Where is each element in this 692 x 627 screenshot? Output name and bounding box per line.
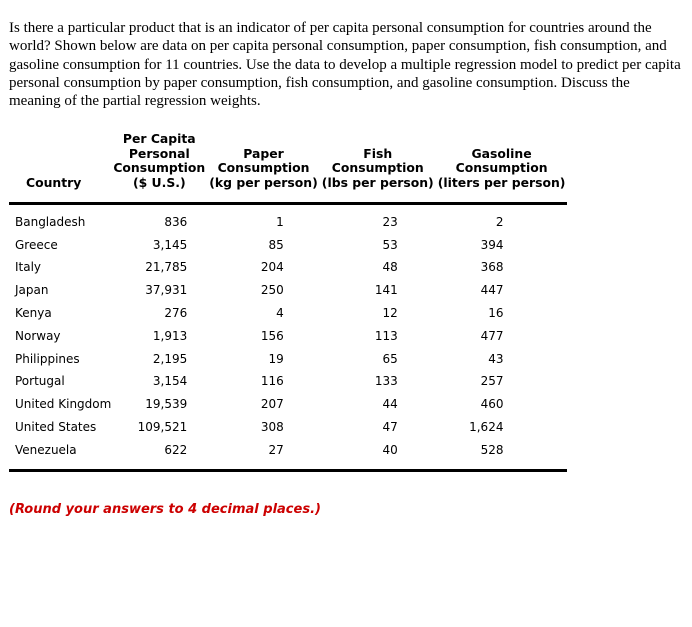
header-fish-line: Fish [363, 145, 393, 161]
table-row [9, 204, 567, 233]
cell-paper: 204 [260, 260, 284, 275]
cell-country: Japan [15, 283, 49, 298]
header-paper-line: (kg per person) [209, 174, 318, 190]
header-paper [207, 132, 320, 204]
cell-gasoline: 43 [488, 351, 504, 366]
cell-gasoline: 257 [480, 374, 504, 389]
header-gasoline-line: Consumption [455, 160, 548, 176]
cell-per-capita: 836 [164, 214, 188, 229]
cell-fish: 23 [382, 214, 398, 229]
cell-paper: 308 [260, 419, 284, 434]
cell-per-capita: 622 [111, 438, 207, 470]
cell-country: Italy [15, 260, 42, 275]
cell-paper: 156 [260, 328, 284, 343]
table-row [9, 324, 567, 347]
cell-per-capita: 3,145 [152, 237, 188, 252]
header-per-capita-line: Personal [128, 145, 190, 161]
cell-fish: 65 [382, 351, 398, 366]
cell-paper: 85 [268, 237, 284, 252]
cell-per-capita: 21,785 [145, 260, 188, 275]
cell-country: Bangladesh [15, 214, 86, 229]
cell-per-capita: 276 [164, 305, 188, 320]
table-row [9, 438, 567, 470]
cell-country: Venezuela [9, 438, 111, 470]
cell-gasoline: 2 [495, 214, 504, 229]
cell-country: Portugal [15, 374, 65, 389]
cell-fish: 141 [374, 283, 398, 298]
cell-paper: 1 [276, 214, 284, 229]
cell-fish: 113 [374, 328, 398, 343]
cell-fish: 53 [382, 237, 398, 252]
header-paper-line: Consumption [217, 160, 310, 176]
header-gasoline-line: (liters per person) [437, 174, 566, 190]
cell-fish: 133 [374, 374, 398, 389]
cell-paper: 250 [260, 283, 284, 298]
cell-per-capita: 1,913 [152, 328, 188, 343]
header-country: Country [9, 132, 111, 204]
table-row [9, 233, 567, 256]
header-per-capita-line: Per Capita [122, 131, 196, 146]
header-fish-line: Consumption [331, 160, 424, 176]
header-fish [320, 132, 436, 204]
header-per-capita-line: ($ U.S.) [132, 174, 186, 190]
table-row [9, 279, 567, 302]
table-header-row [9, 132, 567, 204]
cell-fish: 44 [382, 397, 398, 412]
cell-gasoline: 16 [488, 305, 504, 320]
table-row [9, 302, 567, 325]
cell-per-capita: 37,931 [145, 283, 188, 298]
question-text: Is there a particular product that is an indicator of per capita personal consumption for countries around the world? Shown below are data on per capita personal consumption, paper consumption, fish consumption, and gasoline consumption for 11 countries. Use the data to develop a multiple regression model to predict per capita personal consumption by paper consumption, fish consumption, and gasoline consumption. Discuss the meaning of the partial regression weights. [9, 20, 681, 110]
cell-fish: 48 [382, 260, 398, 275]
table-row [9, 393, 567, 416]
cell-fish: 12 [382, 305, 398, 320]
cell-paper: 207 [260, 397, 284, 412]
cell-per-capita: 109,521 [137, 419, 188, 434]
header-gasoline [436, 132, 568, 204]
cell-per-capita: 3,154 [152, 374, 188, 389]
table-row [9, 370, 567, 393]
cell-paper: 19 [268, 351, 284, 366]
cell-fish: 47 [382, 419, 398, 434]
cell-gasoline: 460 [480, 397, 504, 412]
cell-fish: 40 [320, 438, 436, 470]
cell-gasoline: 1,624 [469, 419, 504, 434]
header-per-capita-line: Consumption [113, 160, 206, 176]
cell-per-capita: 2,195 [152, 351, 188, 366]
table-row [9, 416, 567, 439]
header-gasoline-line: Gasoline [471, 145, 532, 161]
table-row [9, 256, 567, 279]
table-row [9, 347, 567, 370]
cell-country: United Kingdom [15, 397, 112, 412]
rounding-instruction: (Round your answers to 4 decimal places.) [9, 502, 321, 517]
header-fish-line: (lbs per person) [321, 174, 434, 190]
cell-paper: 116 [260, 374, 284, 389]
cell-gasoline: 447 [480, 283, 504, 298]
cell-gasoline: 477 [480, 328, 504, 343]
cell-paper: 27 [207, 438, 320, 470]
cell-per-capita: 19,539 [145, 397, 188, 412]
cell-country: Kenya [15, 305, 52, 320]
cell-country: United States [15, 419, 97, 434]
header-per-capita [111, 132, 207, 204]
cell-country: Philippines [15, 351, 80, 366]
header-paper-line: Paper [243, 145, 284, 161]
cell-paper: 4 [276, 305, 284, 320]
cell-gasoline: 368 [480, 260, 504, 275]
consumption-data-table [9, 132, 567, 472]
cell-gasoline: 394 [480, 237, 504, 252]
cell-country: Norway [15, 328, 61, 343]
cell-country: Greece [15, 237, 58, 252]
cell-gasoline: 528 [436, 438, 568, 470]
